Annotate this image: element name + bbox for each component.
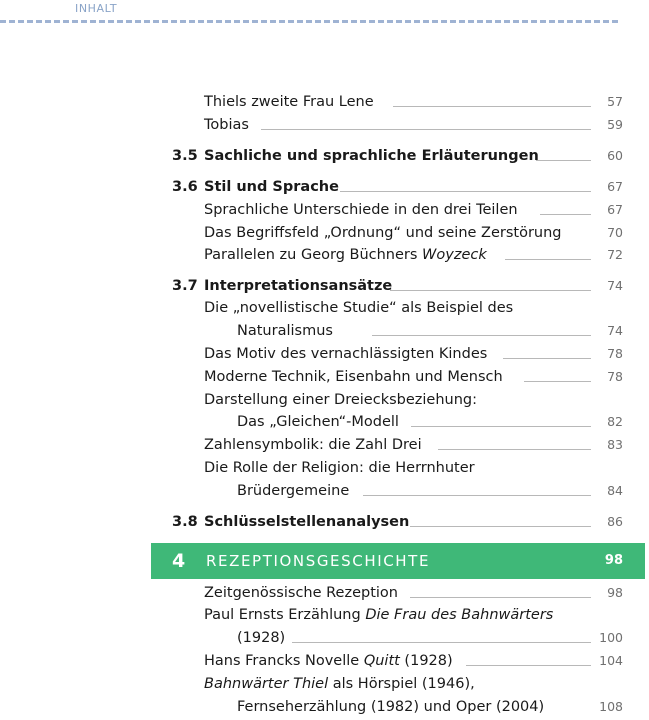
toc-entry-page: 59 bbox=[607, 117, 623, 132]
toc-entry-page: 57 bbox=[607, 94, 623, 109]
toc-entry-title bbox=[204, 244, 487, 266]
title-work: Die Frau des Bahnwärters bbox=[365, 607, 554, 623]
toc-section-title: Sachliche und sprachliche Erläuterungen bbox=[204, 148, 539, 164]
toc-section[interactable] bbox=[0, 145, 649, 167]
leader-line bbox=[410, 526, 591, 527]
toc-entry-title bbox=[204, 650, 453, 672]
toc-entry-title: Sprachliche Unterschiede in den drei Teilen bbox=[204, 202, 518, 218]
toc-entry-page: 60 bbox=[607, 148, 623, 163]
leader-line bbox=[372, 335, 591, 336]
toc-entry-title bbox=[204, 604, 553, 626]
toc-section-number: 3.7 bbox=[172, 278, 198, 294]
toc-entry-title: Zeitgenössische Rezeption bbox=[204, 585, 398, 601]
toc-section[interactable] bbox=[0, 176, 649, 198]
toc-entry-page: 108 bbox=[599, 699, 623, 714]
toc-section-title: Stil und Sprache bbox=[204, 179, 339, 195]
toc-entry[interactable] bbox=[0, 673, 649, 695]
toc-entry-continuation[interactable] bbox=[0, 480, 649, 502]
leader-line bbox=[505, 259, 591, 260]
toc-entry-page: 74 bbox=[607, 323, 623, 338]
chapter-heading[interactable] bbox=[151, 543, 645, 579]
toc-entry-page: 86 bbox=[607, 514, 623, 529]
toc-entry-title: Brüdergemeine bbox=[237, 483, 350, 499]
toc-entry[interactable] bbox=[0, 343, 649, 365]
toc-section-number: 3.8 bbox=[172, 514, 198, 530]
toc-entry-title: Darstellung einer Dreiecksbeziehung: bbox=[204, 392, 478, 408]
leader-line bbox=[390, 290, 591, 291]
chapter-title: REZEPTIONSGESCHICHTE bbox=[206, 552, 431, 570]
toc-entry-page: 78 bbox=[607, 346, 623, 361]
toc-entry-title: Die Rolle der Religion: die Herrnhuter bbox=[204, 460, 475, 476]
toc-entry-title: Moderne Technik, Eisenbahn und Mensch bbox=[204, 369, 503, 385]
toc-entry[interactable] bbox=[0, 366, 649, 388]
toc-entry[interactable] bbox=[0, 222, 649, 244]
toc-entry-title: Naturalismus bbox=[237, 323, 333, 339]
toc-entry-continuation[interactable] bbox=[0, 696, 649, 718]
toc-entry-title: Die „novellistische Studie“ als Beispiel des bbox=[204, 300, 514, 316]
toc-entry-continuation[interactable] bbox=[0, 320, 649, 342]
leader-line bbox=[340, 191, 591, 192]
toc-section-number: 3.5 bbox=[172, 148, 198, 164]
leader-line bbox=[410, 597, 591, 598]
toc-section-title: Schlüsselstellenanalysen bbox=[204, 514, 410, 530]
toc-entry-title: Zahlensymbolik: die Zahl Drei bbox=[204, 437, 422, 453]
toc-entry-page: 78 bbox=[607, 369, 623, 384]
toc-entry-title: Das Begriffsfeld „Ordnung“ und seine Zerstörung bbox=[204, 225, 562, 241]
toc-entry-page: 83 bbox=[607, 437, 623, 452]
toc-entry-continuation[interactable] bbox=[0, 627, 649, 649]
title-text: Parallelen zu Georg Büchners bbox=[204, 247, 423, 263]
toc-entry[interactable] bbox=[0, 604, 649, 626]
title-text-after: als Hörspiel (1946), bbox=[328, 676, 475, 692]
toc-entry-page: 104 bbox=[599, 653, 623, 668]
leader-line bbox=[411, 426, 591, 427]
leader-line bbox=[363, 495, 591, 496]
toc-section[interactable] bbox=[0, 511, 649, 533]
toc-entry[interactable] bbox=[0, 582, 649, 604]
toc-entry-page: 70 bbox=[607, 225, 623, 240]
toc-section-number: 3.6 bbox=[172, 179, 198, 195]
toc-entry-title bbox=[204, 673, 475, 695]
leader-line bbox=[393, 106, 591, 107]
title-text: Paul Ernsts Erzählung bbox=[204, 607, 366, 623]
toc-entry-page: 67 bbox=[607, 202, 623, 217]
chapter-page: 98 bbox=[604, 553, 623, 568]
toc-entry[interactable] bbox=[0, 457, 649, 479]
title-text: Hans Francks Novelle bbox=[204, 653, 364, 669]
toc-entry-page: 100 bbox=[599, 630, 623, 645]
toc-entry-title: (1928) bbox=[237, 630, 286, 646]
toc-entry[interactable] bbox=[0, 91, 649, 113]
toc-entry-page: 72 bbox=[607, 247, 623, 262]
toc-entry-title: Fernseherzählung (1982) und Oper (2004) bbox=[237, 699, 545, 715]
leader-line bbox=[438, 449, 591, 450]
leader-line bbox=[524, 381, 591, 382]
leader-line bbox=[503, 358, 591, 359]
toc-entry-title: Das „Gleichen“-Modell bbox=[237, 414, 399, 430]
toc-entry-title: Tobias bbox=[204, 117, 249, 133]
toc-entry-page: 82 bbox=[607, 414, 623, 429]
title-text-after: (1928) bbox=[399, 653, 453, 669]
toc-entry-title: Thiels zweite Frau Lene bbox=[204, 94, 374, 110]
toc-entry-continuation[interactable] bbox=[0, 411, 649, 433]
leader-line bbox=[261, 129, 591, 130]
toc-entry[interactable] bbox=[0, 434, 649, 456]
toc-entry[interactable] bbox=[0, 199, 649, 221]
toc-entry[interactable] bbox=[0, 244, 649, 266]
toc-entry-page: 67 bbox=[607, 179, 623, 194]
header-label: INHALT bbox=[75, 2, 118, 15]
toc-entry-page: 74 bbox=[607, 278, 623, 293]
toc-entry[interactable] bbox=[0, 650, 649, 672]
leader-line bbox=[292, 642, 591, 643]
toc-entry-page: 84 bbox=[607, 483, 623, 498]
toc-section[interactable] bbox=[0, 275, 649, 297]
toc-entry[interactable] bbox=[0, 297, 649, 319]
toc-entry[interactable] bbox=[0, 114, 649, 136]
toc-entry[interactable] bbox=[0, 389, 649, 411]
toc-entry-page: 98 bbox=[607, 585, 623, 600]
toc-section-title: Interpretationsansätze bbox=[204, 278, 393, 294]
leader-line bbox=[466, 665, 591, 666]
chapter-number: 4 bbox=[172, 550, 186, 572]
title-work: Quitt bbox=[363, 653, 400, 669]
header-divider bbox=[0, 20, 618, 23]
toc-entry-title: Das Motiv des vernachlässigten Kindes bbox=[204, 346, 488, 362]
title-work: Bahnwärter Thiel bbox=[204, 676, 329, 692]
title-work: Woyzeck bbox=[422, 247, 487, 263]
